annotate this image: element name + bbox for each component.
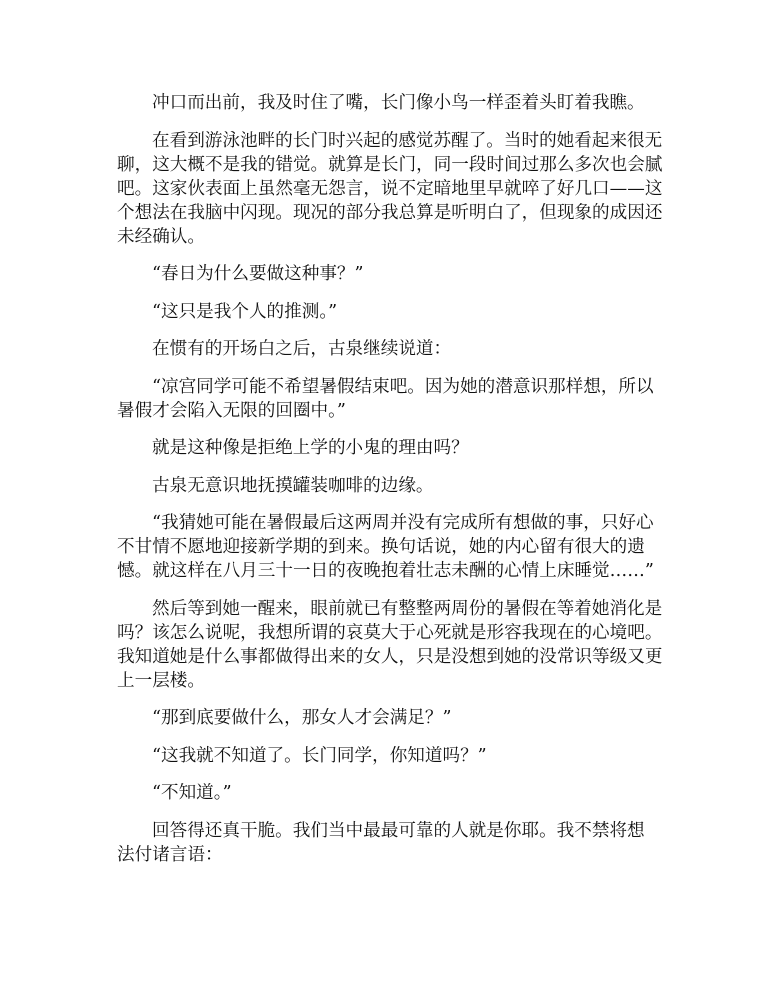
text-line: 不甘情不愿地迎接新学期的到来。换句话说，她的内心留有很大的遗	[117, 537, 645, 557]
text-line: “这只是我个人的推测。”	[152, 301, 338, 322]
paragraph	[117, 337, 765, 361]
paragraph	[117, 436, 765, 460]
paragraph	[117, 300, 765, 324]
paragraph	[117, 474, 765, 498]
text-line: “我猜她可能在暑假最后这两周并没有完成所有想做的事，只好心	[152, 513, 654, 533]
text-line: “春日为什么要做这种事？”	[152, 264, 364, 284]
text-line: 上一层楼。	[117, 670, 205, 691]
paragraph	[117, 597, 765, 693]
text-line: 然后等到她一醒来，眼前就已有整整两周份的暑假在等着她消化是	[152, 598, 663, 619]
text-line: 就是这种像是拒绝上学的小鬼的理由吗？	[152, 438, 469, 458]
text-line: 吗？该怎么说呢，我想所谓的哀莫大于心死就是形容我现在的心境吧。	[117, 622, 663, 643]
paragraph	[117, 706, 765, 730]
text-line: 冲口而出前，我及时住了嘴，长门像小鸟一样歪着头盯着我瞧。	[152, 93, 645, 113]
text-line: 未经确认。	[117, 226, 205, 247]
text-line: 法付诸言语：	[117, 844, 223, 865]
text-line: 吧。这家伙表面上虽然毫无怨言，说不定暗地里早就啐了好几口——这	[117, 178, 663, 199]
text-line: “那到底要做什么，那女人才会满足？”	[152, 708, 452, 728]
text-line: 古泉无意识地抚摸罐装咖啡的边缘。	[152, 475, 434, 496]
text-line: 在惯有的开场白之后，古泉继续说道：	[152, 339, 452, 359]
text-line: 憾。就这样在八月三十一日的夜晚抱着壮志未酬的心情上床睡觉……”	[117, 561, 654, 581]
text-line: 聊，这大概不是我的错觉。就算是长门，同一段时间过那么多次也会腻	[117, 154, 663, 175]
text-line: “不知道。”	[152, 783, 232, 803]
paragraph	[117, 781, 765, 805]
text-line: 回答得还真干脆。我们当中最最可靠的人就是你耶。我不禁将想	[152, 820, 645, 841]
paragraph	[117, 819, 765, 867]
paragraph	[117, 91, 765, 115]
text-line: 暑假才会陷入无限的回圈中。”	[117, 400, 346, 421]
text-line: “这我就不知道了。长门同学，你知道吗？”	[152, 745, 487, 766]
paragraph	[117, 262, 765, 286]
text-line: 在看到游泳池畔的长门时兴起的感觉苏醒了。当时的她看起来很无	[152, 130, 663, 151]
paragraph	[117, 511, 765, 583]
paragraph	[117, 375, 765, 423]
text-line: 个想法在我脑中闪现。现况的部分我总算是听明白了，但现象的成因还	[117, 202, 663, 223]
text-line: 我知道她是什么事都做得出来的女人，只是没想到她的没常识等级又更	[117, 646, 663, 667]
paragraph	[117, 129, 765, 249]
paragraph	[117, 744, 765, 768]
text-line: “凉宫同学可能不希望暑假结束吧。因为她的潜意识那样想，所以	[152, 376, 654, 397]
